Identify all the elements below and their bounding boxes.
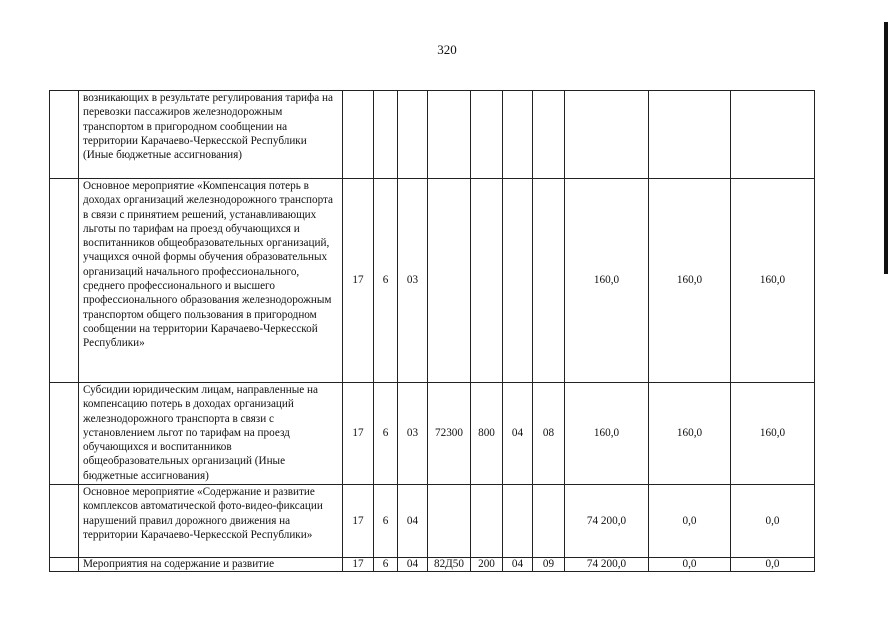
code-cell: 09 xyxy=(533,558,565,572)
page-number: 320 xyxy=(437,42,457,57)
index-cell xyxy=(50,558,79,572)
code-cell: 08 xyxy=(533,383,565,485)
code-cell: 03 xyxy=(398,383,428,485)
value-cell: 0,0 xyxy=(731,485,815,558)
code-cell: 17 xyxy=(343,485,374,558)
description-cell: Основное мероприятие «Содержание и развитие комплексов автоматической фото-видео-фиксации нарушений правил дорожного движения на территории Карачаево-Черкесской Республики» xyxy=(79,485,343,558)
value-cell: 0,0 xyxy=(731,558,815,572)
code-cell: 17 xyxy=(343,179,374,383)
code-cell: 03 xyxy=(398,179,428,383)
budget-table xyxy=(49,90,815,572)
table-row xyxy=(50,179,815,383)
code-cell: 04 xyxy=(503,558,533,572)
code-cell xyxy=(343,91,374,179)
code-cell: 72300 xyxy=(428,383,471,485)
code-cell: 6 xyxy=(374,179,398,383)
code-cell xyxy=(503,179,533,383)
value-cell: 0,0 xyxy=(649,558,731,572)
value-cell xyxy=(649,91,731,179)
code-cell: 200 xyxy=(471,558,503,572)
value-cell: 160,0 xyxy=(649,179,731,383)
index-cell xyxy=(50,485,79,558)
table-row xyxy=(50,91,815,179)
value-cell: 74 200,0 xyxy=(565,558,649,572)
value-cell: 160,0 xyxy=(565,179,649,383)
code-cell xyxy=(533,485,565,558)
code-cell: 82Д50 xyxy=(428,558,471,572)
code-cell xyxy=(471,91,503,179)
code-cell xyxy=(428,91,471,179)
index-cell xyxy=(50,91,79,179)
code-cell xyxy=(471,485,503,558)
code-cell xyxy=(428,179,471,383)
value-cell: 160,0 xyxy=(731,383,815,485)
description-cell: возникающих в результате регулирования тарифа на перевозки пассажиров железнодорожным транспортом в пригородном сообщении на территории Карачаево-Черкесской Республики (Иные бюджетные ассигнования) xyxy=(79,91,343,179)
code-cell xyxy=(428,485,471,558)
code-cell: 800 xyxy=(471,383,503,485)
code-cell: 6 xyxy=(374,383,398,485)
code-cell xyxy=(533,91,565,179)
scan-edge-shadow xyxy=(884,22,888,274)
code-cell: 6 xyxy=(374,558,398,572)
value-cell: 160,0 xyxy=(649,383,731,485)
description-cell: Мероприятия на содержание и развитие xyxy=(79,558,343,572)
code-cell xyxy=(533,179,565,383)
description-cell: Субсидии юридическим лицам, направленные на компенсацию потерь в доходах организаций железнодорожного транспорта в связи с установлением льгот по тарифам на проезд обучающихся и воспитанников общеобразовательных организаций (Иные бюджетные ассигнования) xyxy=(79,383,343,485)
index-cell xyxy=(50,179,79,383)
description-cell: Основное мероприятие «Компенсация потерь в доходах организаций железнодорожного транспорта в связи с принятием решений, устанавливающих льготы по тарифам на проезд обучающихся и воспитанников общеобразовательных организаций, учащихся очной формы обучения образовательных организаций начального профессионального, среднего профессионального и высшего профессионального образования железнодорожным транспортом общего пользования в пригородном сообщении на территории Карачаево-Черкесской Республики» xyxy=(79,179,343,383)
value-cell: 160,0 xyxy=(565,383,649,485)
code-cell xyxy=(471,179,503,383)
code-cell: 04 xyxy=(398,485,428,558)
code-cell xyxy=(503,485,533,558)
value-cell xyxy=(731,91,815,179)
value-cell: 0,0 xyxy=(649,485,731,558)
code-cell xyxy=(503,91,533,179)
table-row xyxy=(50,485,815,558)
code-cell xyxy=(374,91,398,179)
code-cell: 04 xyxy=(398,558,428,572)
code-cell: 17 xyxy=(343,383,374,485)
code-cell: 04 xyxy=(503,383,533,485)
code-cell: 6 xyxy=(374,485,398,558)
index-cell xyxy=(50,383,79,485)
value-cell: 160,0 xyxy=(731,179,815,383)
value-cell xyxy=(565,91,649,179)
table-row xyxy=(50,383,815,485)
table-row xyxy=(50,558,815,572)
value-cell: 74 200,0 xyxy=(565,485,649,558)
code-cell xyxy=(398,91,428,179)
code-cell: 17 xyxy=(343,558,374,572)
